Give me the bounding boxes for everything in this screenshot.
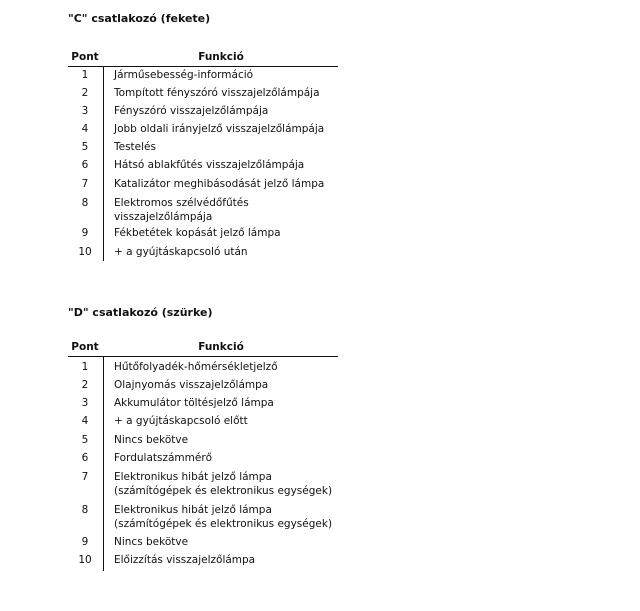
row-number: 8 [81,504,89,516]
row-number: 10 [78,554,92,566]
row-number: 5 [81,434,89,446]
row-function: + a gyújtáskapcsoló előtt [114,415,248,427]
row-number: 6 [81,452,89,464]
row-function: Hűtőfolyadék-hőmérsékletjelző [114,361,278,373]
section-c-table [68,50,338,258]
header-pont: Pont [71,341,99,353]
section-d-title: "D" csatlakozó (szürke) [68,306,213,319]
section-c-title: "C" csatlakozó (fekete) [68,12,211,25]
section-d-table [68,340,338,566]
row-function: Fékbetétek kopását jelző lámpa [114,227,281,239]
header-pont: Pont [71,51,99,63]
row-number: 2 [81,379,89,391]
row-number: 1 [81,69,89,81]
row-function: Előizzítás visszajelzőlámpa [114,554,256,566]
row-function: Jobb oldali irányjelző visszajelzőlámpája [114,123,325,135]
row-number: 7 [81,471,89,483]
row-function: Elektronikus hibát jelző lámpa [114,471,272,483]
row-number: 3 [81,105,89,117]
row-function: + a gyújtáskapcsoló után [114,246,248,258]
row-number: 6 [81,159,89,171]
row-number: 9 [81,536,89,548]
row-function: Fényszóró visszajelzőlámpája [114,105,269,117]
column-divider [103,67,104,261]
row-function: Testelés [114,141,156,153]
row-number: 5 [81,141,89,153]
row-number: 2 [81,87,89,99]
row-function: Fordulatszámmérő [114,452,213,464]
section-d-table-header [68,340,338,357]
row-function: (számítógépek és elektronikus egységek) [114,485,333,497]
row-number: 7 [81,178,89,190]
row-function: Nincs bekötve [114,536,189,548]
row-number: 8 [81,197,89,209]
section-c-table-header [68,50,338,67]
row-function: Katalizátor meghibásodását jelző lámpa [114,178,325,190]
header-funkcio: Funkció [198,341,244,353]
row-number: 1 [81,361,89,373]
row-number: 4 [81,415,89,427]
row-number: 9 [81,227,89,239]
row-function: Olajnyomás visszajelzőlámpa [114,379,269,391]
row-function: Elektronikus hibát jelző lámpa [114,504,272,516]
column-divider [103,357,104,571]
row-function: Akkumulátor töltésjelző lámpa [114,397,274,409]
row-number: 3 [81,397,89,409]
row-function: Nincs bekötve [114,434,189,446]
row-function: Hátsó ablakfűtés visszajelzőlámpája [114,159,305,171]
row-number: 4 [81,123,89,135]
row-function: Járműsebesség-információ [114,69,254,81]
row-function: visszajelzőlámpája [114,211,213,223]
row-function: Elektromos szélvédőfűtés [114,197,249,209]
row-function: (számítógépek és elektronikus egységek) [114,518,333,530]
row-number: 10 [78,246,92,258]
header-funkcio: Funkció [198,51,244,63]
row-function: Tompított fényszóró visszajelzőlámpája [114,87,320,99]
